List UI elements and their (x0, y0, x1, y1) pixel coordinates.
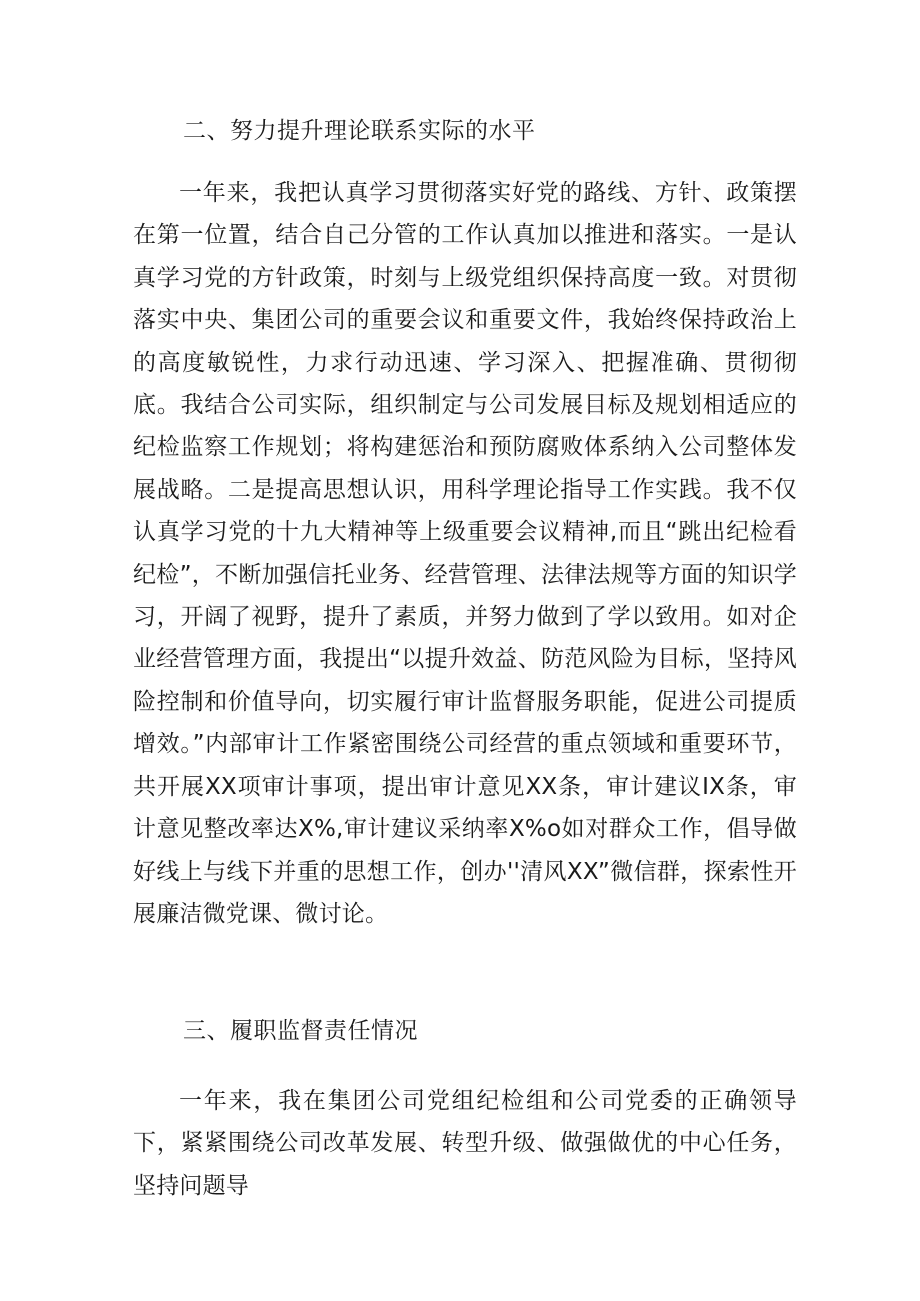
section-heading-2: 二、努力提升理论联系实际的水平 (183, 118, 536, 144)
section-3-paragraph: 一年来，我在集团公司党组纪检组和公司党委的正确领导下，紧紧围绕公司改革发展、转型升级、做强做优的中心任务，坚持问题导 (133, 1088, 797, 1199)
section-heading-3: 三、履职监督责任情况 (183, 1018, 418, 1044)
section-2-paragraph: 一年来，我把认真学习贯彻落实好党的路线、方针、政策摆在第一位置，结合自己分管的工作认真加以推进和落实。一是认真学习党的方针政策，时刻与上级党组织保持高度一致。对贯彻落实中央、集团公司的重要会议和重要文件，我始终保持政治上的高度敏锐性，力求行动迅速、学习深入、把握准确、贯彻彻底。我结合公司实际，组织制定与公司发展目标及规划相适应的纪检监察工作规划；将构建惩治和预防腐败体系纳入公司整体发展战略。二是提高思想认识，用科学理论指导工作实践。我不仅认真学习党的十九大精神等上级重要会议精神,而且“跳出纪检看纪检”，不断加强信托业务、经营管理、法律法规等方面的知识学习，开阔了视野，提升了素质，并努力做到了学以致用。如对企业经营管理方面，我提出“以提升效益、防范风险为目标，坚持风险控制和价值导向，切实履行审计监督服务职能，促进公司提质增效。”内部审计工作紧密围绕公司经营的重点领域和重要环节，共开展XX项审计事项，提出审计意见XX条，审计建议IX条，审计意见整改率达X%,审计建议采纳率X%o如对群众工作，倡导做好线上与线下并重的思想工作，创办''清风XX”微信群，探索性开展廉洁微党课、微讨论。 (133, 180, 797, 927)
